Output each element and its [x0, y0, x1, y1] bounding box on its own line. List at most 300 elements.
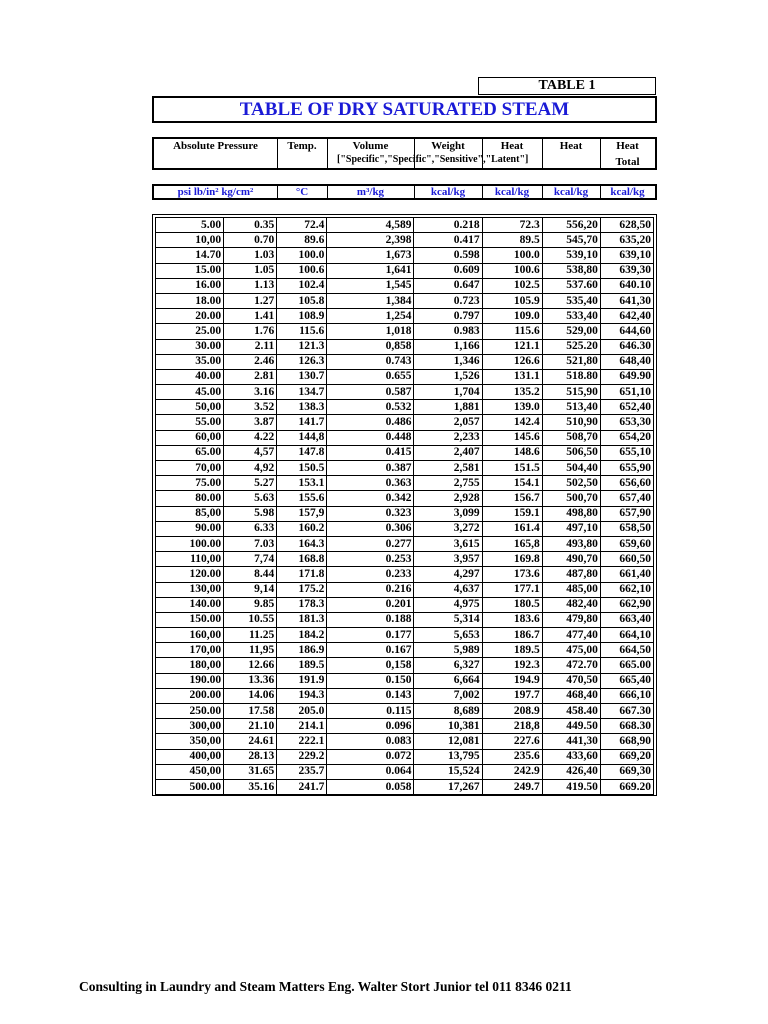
cell-heat-total: 646.30 [600, 339, 653, 354]
cell-heat-latent: 477,40 [542, 628, 600, 643]
cell-temp-c: 194.3 [277, 688, 327, 703]
cell-volume: 0.363 [327, 476, 414, 491]
cell-volume: 1,018 [327, 324, 414, 339]
cell-heat-latent: 482,40 [542, 597, 600, 612]
cell-kg-cm2: 24.61 [224, 734, 277, 749]
cell-kg-cm2: 2.81 [224, 369, 277, 384]
cell-temp-c: 184.2 [277, 628, 327, 643]
cell-heat-sensitive: 197.7 [482, 688, 542, 703]
cell-temp-c: 105.8 [277, 293, 327, 308]
cell-kg-cm2: 5.27 [224, 476, 277, 491]
cell-volume: 0.306 [327, 521, 414, 536]
table-row [156, 430, 654, 445]
cell-psi: 50,00 [156, 400, 224, 415]
cell-heat-latent: 475,00 [542, 643, 600, 658]
header-overlay-note: ["Specific","Specific","Sensitive","Latent"] [337, 154, 529, 165]
cell-temp-c: 181.3 [277, 612, 327, 627]
cell-kg-cm2: 7.03 [224, 536, 277, 551]
cell-heat-latent: 533,40 [542, 309, 600, 324]
cell-psi: 100.00 [156, 536, 224, 551]
cell-heat-sensitive: 177.1 [482, 582, 542, 597]
cell-heat-latent: 506,50 [542, 445, 600, 460]
cell-weight: 1,526 [414, 369, 482, 384]
cell-kg-cm2: 3.87 [224, 415, 277, 430]
cell-kg-cm2: 1.27 [224, 293, 277, 308]
cell-temp-c: 138.3 [277, 400, 327, 415]
cell-heat-sensitive: 242.9 [482, 764, 542, 779]
cell-weight: 10,381 [414, 719, 482, 734]
cell-heat-sensitive: 208.9 [482, 704, 542, 719]
cell-heat-sensitive: 154.1 [482, 476, 542, 491]
cell-temp-c: 164.3 [277, 536, 327, 551]
unit-temp: °C [277, 186, 328, 198]
cell-volume: 0.277 [327, 536, 414, 551]
table-row [156, 536, 654, 551]
units-row [152, 184, 657, 200]
cell-kg-cm2: 0.35 [224, 218, 277, 233]
cell-temp-c: 189.5 [277, 658, 327, 673]
table-row [156, 491, 654, 506]
steam-data-table [155, 217, 654, 795]
cell-psi: 400,00 [156, 749, 224, 764]
cell-weight: 5,989 [414, 643, 482, 658]
cell-heat-sensitive: 100.6 [482, 263, 542, 278]
cell-temp-c: 214.1 [277, 719, 327, 734]
cell-kg-cm2: 5.63 [224, 491, 277, 506]
cell-heat-total: 662,90 [600, 597, 653, 612]
cell-temp-c: 160.2 [277, 521, 327, 536]
cell-heat-latent: 485,00 [542, 582, 600, 597]
cell-kg-cm2: 4,92 [224, 461, 277, 476]
cell-heat-total: 635,20 [600, 233, 653, 248]
cell-heat-total: 665.00 [600, 658, 653, 673]
table-row [156, 309, 654, 324]
cell-weight: 8,689 [414, 704, 482, 719]
cell-kg-cm2: 7,74 [224, 552, 277, 567]
table-row [156, 278, 654, 293]
cell-psi: 120.00 [156, 567, 224, 582]
cell-temp-c: 222.1 [277, 734, 327, 749]
cell-heat-sensitive: 126.6 [482, 354, 542, 369]
cell-volume: 0.115 [327, 704, 414, 719]
cell-weight: 6,327 [414, 658, 482, 673]
cell-volume: 4,589 [327, 218, 414, 233]
cell-kg-cm2: 13.36 [224, 673, 277, 688]
cell-heat-latent: 508,70 [542, 430, 600, 445]
cell-weight: 1,346 [414, 354, 482, 369]
cell-heat-total: 666,10 [600, 688, 653, 703]
cell-temp-c: 175.2 [277, 582, 327, 597]
table-row [156, 385, 654, 400]
cell-heat-sensitive: 227.6 [482, 734, 542, 749]
cell-heat-latent: 490,70 [542, 552, 600, 567]
cell-psi: 15.00 [156, 263, 224, 278]
cell-heat-sensitive: 102.5 [482, 278, 542, 293]
cell-volume: 0.216 [327, 582, 414, 597]
table-row [156, 218, 654, 233]
cell-heat-total: 642,40 [600, 309, 653, 324]
cell-heat-sensitive: 165,8 [482, 536, 542, 551]
cell-volume: 0.587 [327, 385, 414, 400]
cell-heat-total: 659,60 [600, 536, 653, 551]
cell-heat-latent: 479,80 [542, 612, 600, 627]
cell-heat-sensitive: 189.5 [482, 643, 542, 658]
cell-weight: 2,755 [414, 476, 482, 491]
cell-kg-cm2: 4.22 [224, 430, 277, 445]
cell-weight: 4,975 [414, 597, 482, 612]
cell-psi: 40.00 [156, 369, 224, 384]
cell-psi: 160,00 [156, 628, 224, 643]
cell-volume: 0.064 [327, 764, 414, 779]
cell-volume: 0.167 [327, 643, 414, 658]
cell-weight: 0.609 [414, 263, 482, 278]
cell-heat-latent: 539,10 [542, 248, 600, 263]
table-row [156, 324, 654, 339]
cell-psi: 60,00 [156, 430, 224, 445]
cell-heat-latent: 497,10 [542, 521, 600, 536]
table-row [156, 521, 654, 536]
cell-weight: 0.218 [414, 218, 482, 233]
table-row [156, 248, 654, 263]
cell-heat-latent: 498,80 [542, 506, 600, 521]
cell-temp-c: 121.3 [277, 339, 327, 354]
header-temp-label: Temp. [287, 140, 317, 152]
cell-temp-c: 130.7 [277, 369, 327, 384]
cell-heat-sensitive: 169.8 [482, 552, 542, 567]
cell-heat-total: 668.30 [600, 719, 653, 734]
cell-temp-c: 134.7 [277, 385, 327, 400]
cell-heat-sensitive: 121.1 [482, 339, 542, 354]
cell-heat-sensitive: 159.1 [482, 506, 542, 521]
cell-weight: 2,581 [414, 461, 482, 476]
cell-temp-c: 178.3 [277, 597, 327, 612]
cell-heat-latent: 535,40 [542, 293, 600, 308]
cell-weight: 1,704 [414, 385, 482, 400]
cell-volume: 1,254 [327, 309, 414, 324]
cell-temp-c: 141.7 [277, 415, 327, 430]
table-row [156, 461, 654, 476]
cell-heat-sensitive: 89.5 [482, 233, 542, 248]
cell-heat-latent: 441,30 [542, 734, 600, 749]
cell-volume: 0,158 [327, 658, 414, 673]
cell-psi: 20.00 [156, 309, 224, 324]
cell-temp-c: 171.8 [277, 567, 327, 582]
cell-heat-sensitive: 148.6 [482, 445, 542, 460]
header-heat-latent-label: Heat [559, 140, 583, 152]
cell-heat-sensitive: 145.6 [482, 430, 542, 445]
table-row [156, 688, 654, 703]
cell-temp-c: 100.0 [277, 248, 327, 263]
cell-heat-total: 663,40 [600, 612, 653, 627]
cell-weight: 1,881 [414, 400, 482, 415]
cell-heat-total: 669,30 [600, 764, 653, 779]
table-row [156, 567, 654, 582]
cell-volume: 0.532 [327, 400, 414, 415]
cell-kg-cm2: 4,57 [224, 445, 277, 460]
cell-weight: 0.417 [414, 233, 482, 248]
cell-psi: 300,00 [156, 719, 224, 734]
cell-heat-total: 655,10 [600, 445, 653, 460]
cell-kg-cm2: 28.13 [224, 749, 277, 764]
cell-kg-cm2: 31.65 [224, 764, 277, 779]
cell-temp-c: 144,8 [277, 430, 327, 445]
cell-heat-total: 665,40 [600, 673, 653, 688]
cell-temp-c: 155.6 [277, 491, 327, 506]
cell-heat-latent: 545,70 [542, 233, 600, 248]
cell-heat-total: 662,10 [600, 582, 653, 597]
cell-heat-latent: 426,40 [542, 764, 600, 779]
cell-temp-c: 191.9 [277, 673, 327, 688]
table-row [156, 673, 654, 688]
cell-kg-cm2: 1.03 [224, 248, 277, 263]
cell-heat-total: 639,30 [600, 263, 653, 278]
table-row [156, 749, 654, 764]
cell-psi: 35.00 [156, 354, 224, 369]
cell-weight: 0.983 [414, 324, 482, 339]
cell-kg-cm2: 35.16 [224, 779, 277, 794]
cell-heat-latent: 525.20 [542, 339, 600, 354]
cell-temp-c: 108.9 [277, 309, 327, 324]
cell-psi: 180,00 [156, 658, 224, 673]
cell-psi: 45.00 [156, 385, 224, 400]
cell-volume: 0.655 [327, 369, 414, 384]
cell-psi: 30.00 [156, 339, 224, 354]
cell-heat-total: 657,90 [600, 506, 653, 521]
table-row [156, 476, 654, 491]
table-row [156, 764, 654, 779]
cell-heat-total: 660,50 [600, 552, 653, 567]
cell-heat-total: 639,10 [600, 248, 653, 263]
cell-heat-latent: 433,60 [542, 749, 600, 764]
unit-weight: kcal/kg [414, 186, 483, 198]
cell-kg-cm2: 3.16 [224, 385, 277, 400]
cell-heat-latent: 510,90 [542, 415, 600, 430]
cell-psi: 90.00 [156, 521, 224, 536]
cell-volume: 0.448 [327, 430, 414, 445]
unit-pressure: psi lb/in² kg/cm² [154, 186, 278, 198]
cell-temp-c: 100.6 [277, 263, 327, 278]
cell-psi: 130,00 [156, 582, 224, 597]
header-absolute-pressure [154, 139, 278, 168]
table-row [156, 658, 654, 673]
table-row [156, 734, 654, 749]
cell-weight: 4,637 [414, 582, 482, 597]
cell-weight: 3,615 [414, 536, 482, 551]
cell-heat-sensitive: 194.9 [482, 673, 542, 688]
header-temp [277, 139, 328, 168]
cell-psi: 200.00 [156, 688, 224, 703]
cell-heat-latent: 518.80 [542, 369, 600, 384]
cell-volume: 1,545 [327, 278, 414, 293]
cell-volume: 0.387 [327, 461, 414, 476]
cell-temp-c: 205.0 [277, 704, 327, 719]
cell-psi: 170,00 [156, 643, 224, 658]
cell-heat-sensitive: 131.1 [482, 369, 542, 384]
cell-temp-c: 147.8 [277, 445, 327, 460]
cell-psi: 18.00 [156, 293, 224, 308]
cell-heat-latent: 458.40 [542, 704, 600, 719]
cell-heat-latent: 504,40 [542, 461, 600, 476]
cell-heat-latent: 449.50 [542, 719, 600, 734]
cell-kg-cm2: 1.05 [224, 263, 277, 278]
footer-contact: Consulting in Laundry and Steam Matters Eng. Walter Stort Junior tel 011 8346 0211 [79, 979, 572, 994]
cell-heat-total: 652,40 [600, 400, 653, 415]
cell-heat-total: 655,90 [600, 461, 653, 476]
cell-temp-c: 72.4 [277, 218, 327, 233]
steam-table-frame [152, 214, 657, 796]
cell-weight: 15,524 [414, 764, 482, 779]
cell-psi: 75.00 [156, 476, 224, 491]
cell-psi: 140.00 [156, 597, 224, 612]
cell-heat-sensitive: 192.3 [482, 658, 542, 673]
cell-heat-total: 664,50 [600, 643, 653, 658]
cell-heat-latent: 419.50 [542, 779, 600, 794]
cell-heat-total: 658,50 [600, 521, 653, 536]
cell-kg-cm2: 2.46 [224, 354, 277, 369]
cell-heat-latent: 472.70 [542, 658, 600, 673]
cell-temp-c: 150.5 [277, 461, 327, 476]
cell-psi: 190.00 [156, 673, 224, 688]
table-row [156, 704, 654, 719]
cell-heat-total: 656,60 [600, 476, 653, 491]
cell-weight: 0.598 [414, 248, 482, 263]
cell-heat-latent: 538,80 [542, 263, 600, 278]
cell-volume: 0.096 [327, 719, 414, 734]
cell-psi: 450,00 [156, 764, 224, 779]
cell-kg-cm2: 8.44 [224, 567, 277, 582]
cell-psi: 10,00 [156, 233, 224, 248]
cell-heat-sensitive: 72.3 [482, 218, 542, 233]
table-row [156, 597, 654, 612]
cell-heat-total: 644,60 [600, 324, 653, 339]
cell-heat-latent: 515,90 [542, 385, 600, 400]
cell-volume: 0.323 [327, 506, 414, 521]
cell-weight: 0.797 [414, 309, 482, 324]
cell-psi: 350,00 [156, 734, 224, 749]
cell-temp-c: 153.1 [277, 476, 327, 491]
cell-heat-latent: 556,20 [542, 218, 600, 233]
cell-volume: 0.233 [327, 567, 414, 582]
cell-weight: 17,267 [414, 779, 482, 794]
cell-weight: 2,928 [414, 491, 482, 506]
cell-heat-total: 661,40 [600, 567, 653, 582]
cell-heat-sensitive: 173.6 [482, 567, 542, 582]
cell-weight: 2,233 [414, 430, 482, 445]
cell-weight: 3,272 [414, 521, 482, 536]
table-row [156, 506, 654, 521]
cell-psi: 80.00 [156, 491, 224, 506]
cell-heat-sensitive: 186.7 [482, 628, 542, 643]
cell-kg-cm2: 2.11 [224, 339, 277, 354]
cell-volume: 0.143 [327, 688, 414, 703]
unit-volume: m³/kg [327, 186, 415, 198]
header-heat-total-sub: Total [615, 156, 640, 168]
cell-heat-total: 668,90 [600, 734, 653, 749]
cell-psi: 110,00 [156, 552, 224, 567]
cell-volume: 0.083 [327, 734, 414, 749]
table-row [156, 415, 654, 430]
cell-volume: 0.415 [327, 445, 414, 460]
cell-psi: 70,00 [156, 461, 224, 476]
cell-volume: 0.188 [327, 612, 414, 627]
header-heat-sensitive-label: Heat [500, 140, 524, 152]
cell-heat-total: 669.20 [600, 779, 653, 794]
cell-kg-cm2: 5.98 [224, 506, 277, 521]
cell-weight: 2,057 [414, 415, 482, 430]
cell-weight: 4,297 [414, 567, 482, 582]
cell-temp-c: 241.7 [277, 779, 327, 794]
cell-heat-total: 640.10 [600, 278, 653, 293]
cell-kg-cm2: 11.25 [224, 628, 277, 643]
table-row [156, 445, 654, 460]
cell-heat-latent: 470,50 [542, 673, 600, 688]
cell-heat-total: 653,30 [600, 415, 653, 430]
cell-psi: 5.00 [156, 218, 224, 233]
cell-weight: 3,957 [414, 552, 482, 567]
table-row [156, 628, 654, 643]
cell-psi: 25.00 [156, 324, 224, 339]
cell-heat-total: 667.30 [600, 704, 653, 719]
cell-temp-c: 186.9 [277, 643, 327, 658]
cell-heat-sensitive: 142.4 [482, 415, 542, 430]
cell-kg-cm2: 11,95 [224, 643, 277, 658]
cell-heat-sensitive: 139.0 [482, 400, 542, 415]
cell-kg-cm2: 1.41 [224, 309, 277, 324]
cell-volume: 0.177 [327, 628, 414, 643]
cell-temp-c: 235.7 [277, 764, 327, 779]
cell-volume: 0,858 [327, 339, 414, 354]
cell-kg-cm2: 12.66 [224, 658, 277, 673]
cell-heat-total: 641,30 [600, 293, 653, 308]
cell-temp-c: 89.6 [277, 233, 327, 248]
steam-table-body [156, 218, 654, 795]
cell-heat-latent: 537.60 [542, 278, 600, 293]
table-row [156, 293, 654, 308]
cell-heat-total: 669,20 [600, 749, 653, 764]
cell-kg-cm2: 1.76 [224, 324, 277, 339]
header-volume-label: Volume [352, 140, 389, 152]
table-number-label: TABLE 1 [478, 77, 656, 95]
cell-temp-c: 157,9 [277, 506, 327, 521]
cell-weight: 7,002 [414, 688, 482, 703]
cell-heat-latent: 513,40 [542, 400, 600, 415]
table-row [156, 339, 654, 354]
cell-kg-cm2: 10.55 [224, 612, 277, 627]
cell-volume: 0.486 [327, 415, 414, 430]
cell-kg-cm2: 6.33 [224, 521, 277, 536]
table-row [156, 400, 654, 415]
table-row [156, 643, 654, 658]
cell-weight: 5,653 [414, 628, 482, 643]
unit-heat-sensitive: kcal/kg [482, 186, 543, 198]
cell-kg-cm2: 9.85 [224, 597, 277, 612]
cell-heat-sensitive: 109.0 [482, 309, 542, 324]
header-absolute-pressure-label: Absolute Pressure [173, 140, 258, 152]
page-title: TABLE OF DRY SATURATED STEAM [152, 96, 657, 123]
cell-kg-cm2: 17.58 [224, 704, 277, 719]
cell-volume: 0.342 [327, 491, 414, 506]
cell-weight: 2,407 [414, 445, 482, 460]
cell-temp-c: 115.6 [277, 324, 327, 339]
cell-volume: 0.072 [327, 749, 414, 764]
header-heat-total [600, 139, 655, 168]
cell-kg-cm2: 3.52 [224, 400, 277, 415]
cell-volume: 2,398 [327, 233, 414, 248]
cell-heat-total: 654,20 [600, 430, 653, 445]
cell-psi: 16.00 [156, 278, 224, 293]
cell-heat-latent: 493,80 [542, 536, 600, 551]
cell-heat-latent: 500,70 [542, 491, 600, 506]
